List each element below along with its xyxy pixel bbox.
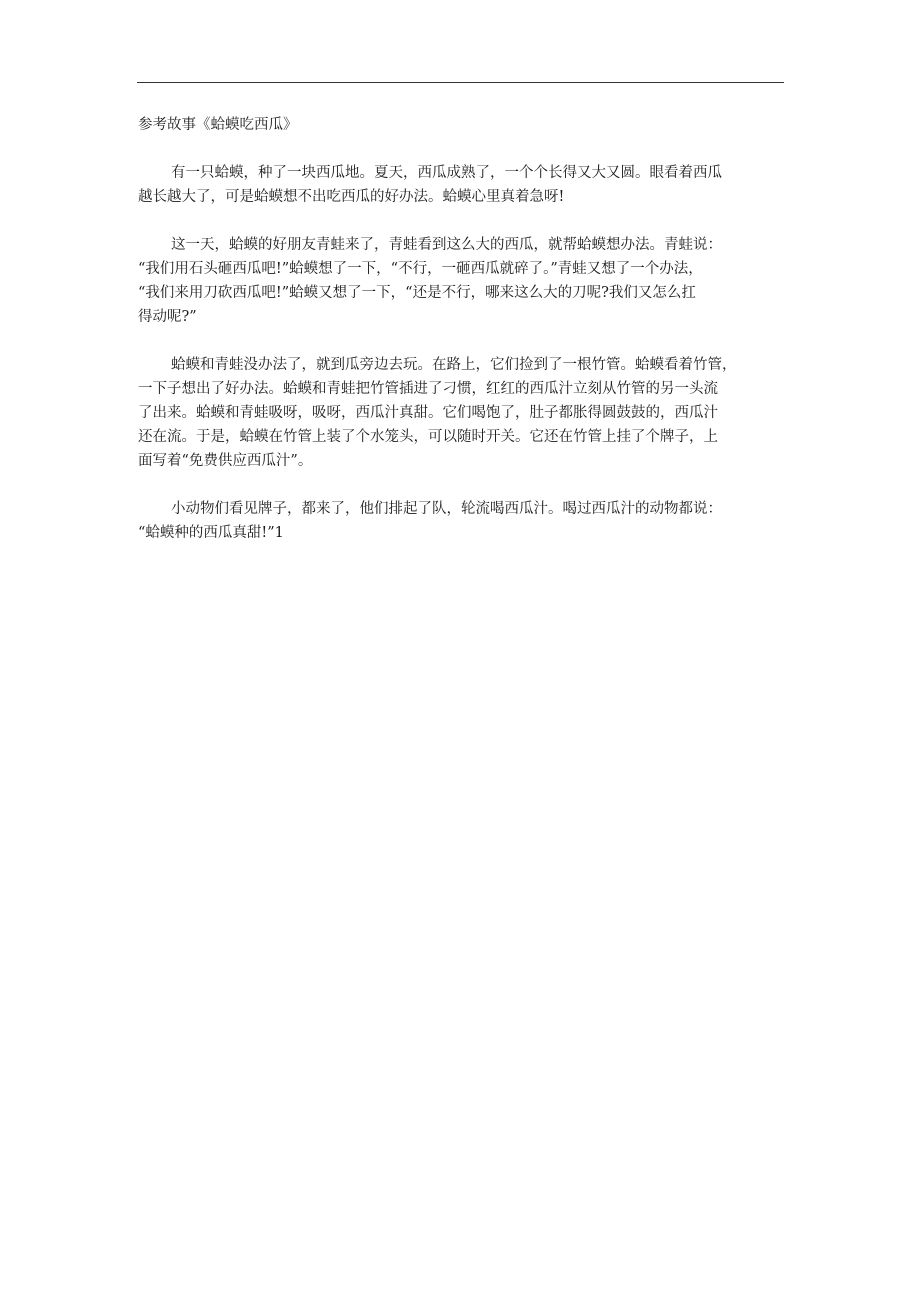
paragraph-line: 越长越大了，可是蛤蟆想不出吃西瓜的好办法。蛤蟆心里真着急呀! (138, 189, 565, 205)
paragraph-line: 还在流。于是，蛤蟆在竹管上装了个水笼头，可以随时开关。它还在竹管上挂了个牌子，上 (138, 429, 718, 445)
paragraph-line: 小动物们看见牌子，都来了，他们排起了队，轮流喝西瓜汁。喝过西瓜汁的动物都说： (171, 501, 722, 517)
paragraph-line: 得动呢?” (138, 309, 197, 325)
paragraph-4 (138, 497, 786, 545)
paragraph-line: 蛤蟆和青蛙没办法了，就到瓜旁边去玩。在路上，它们捡到了一根竹管。蛤蟆看着竹管， (171, 357, 737, 373)
paragraph-line: 面写着“免费供应西瓜汁”。 (138, 453, 313, 469)
header-rule (137, 82, 784, 83)
paragraph-line: “我们来用刀砍西瓜吧!”蛤蟆又想了一下，“还是不行，哪来这么大的刀呢?我们又怎么扛 (138, 285, 696, 301)
paragraph-line: “蛤蟆种的西瓜真甜!”1 (138, 525, 284, 541)
paragraph-3 (138, 353, 786, 473)
paragraph-line: 有一只蛤蟆，种了一块西瓜地。夏天，西瓜成熟了，一个个长得又大又圆。眼看着西瓜 (171, 165, 722, 181)
paragraph-1 (138, 161, 786, 209)
paragraph-line: 一下子想出了好办法。蛤蟆和青蛙把竹管插进了刁惯，红红的西瓜汁立刻从竹管的另一头流 (138, 381, 718, 397)
paragraph-line: 了出来。蛤蟆和青蛙吸呀，吸呀，西瓜汁真甜。它们喝饱了，肚子都胀得圆鼓鼓的，西瓜汁 (138, 405, 718, 421)
paragraph-2 (138, 233, 786, 329)
document-body (138, 113, 786, 569)
story-title: 参考故事《蛤蟆吃西瓜》 (138, 117, 298, 133)
paragraph-line: “我们用石头砸西瓜吧!”蛤蟆想了一下，“不行，一砸西瓜就碎了。”青蛙又想了一个办法， (138, 261, 703, 277)
paragraph-line: 这一天，蛤蟆的好朋友青蛙来了，青蛙看到这么大的西瓜，就帮蛤蟆想办法。青蛙说： (171, 237, 722, 253)
